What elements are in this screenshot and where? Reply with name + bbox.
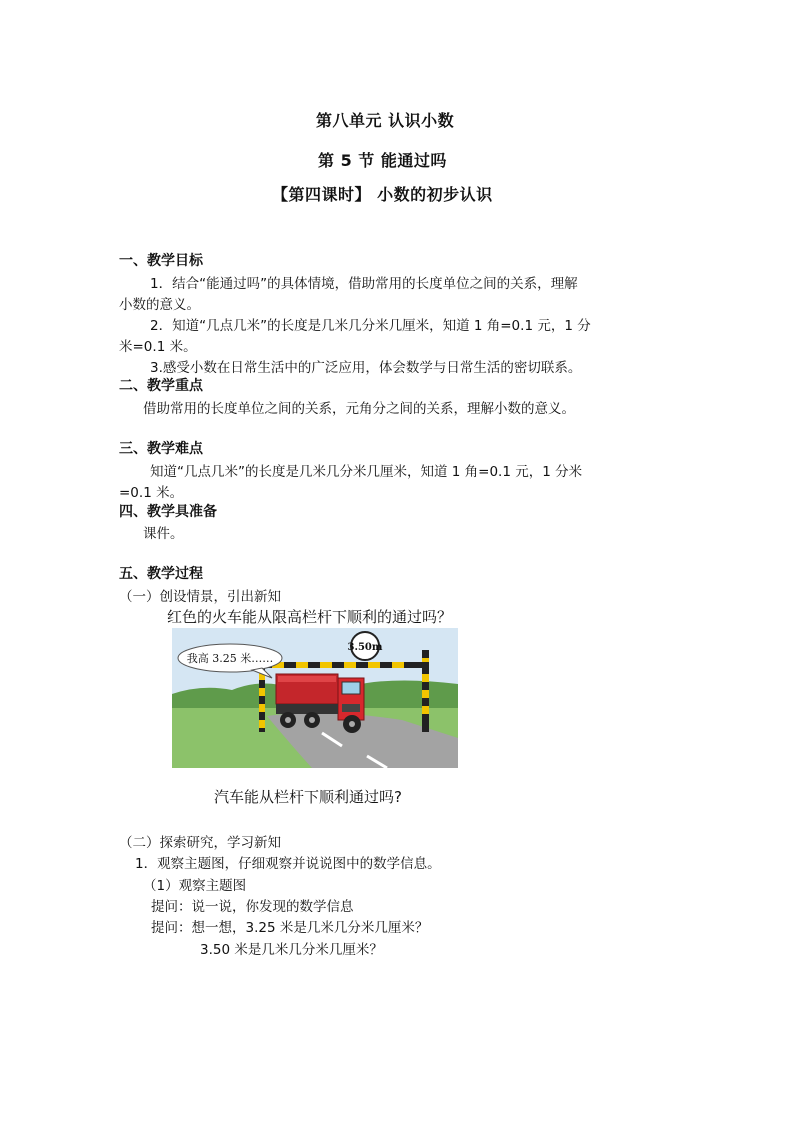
- heading-difficulties: 三、教学难点: [119, 441, 203, 457]
- objective-3: 3.感受小数在日常生活中的广泛应用，体会数学与日常生活的密切联系。: [150, 360, 582, 376]
- question-train: 红色的火车能从限高栏杆下顺利的通过吗？: [167, 608, 453, 626]
- speech-text: 我高 3.25 米……: [186, 652, 274, 665]
- truck-illustration: [172, 628, 458, 768]
- heading-materials: 四、教学具准备: [119, 504, 217, 520]
- illustration-caption: 汽车能从栏杆下顺利通过吗?: [214, 788, 402, 806]
- objective-2: 2．知道“几点几米”的长度是几米几分米几厘米，知道 1 角=0.1 元，1 分: [150, 318, 591, 334]
- subsection-1: （一）创设情景，引出新知: [119, 589, 281, 605]
- item-1: 1．观察主题图，仔细观察并说说图中的数学信息。: [135, 856, 441, 872]
- key-point-text: 借助常用的长度单位之间的关系，元角分之间的关系，理解小数的意义。: [143, 401, 575, 417]
- materials-text: 课件。: [143, 526, 184, 542]
- objective-1: 1．结合“能通过吗”的具体情境，借助常用的长度单位之间的关系，理解: [150, 276, 578, 292]
- difficulty-text-cont: =0.1 米。: [119, 485, 184, 501]
- heading-process: 五、教学过程: [119, 566, 203, 582]
- item-1a: （1）观察主题图: [143, 878, 247, 894]
- height-limit-text: 3.50m: [347, 642, 383, 653]
- unit-title: 第八单元 认识小数: [316, 111, 455, 130]
- subsection-2: （二）探索研究，学习新知: [119, 835, 281, 851]
- prompt-1: 提问：说一说，你发现的数学信息: [151, 899, 354, 915]
- objective-2-cont: 米=0.1 米。: [119, 339, 197, 355]
- difficulty-text: 知道“几点几米”的长度是几米几分米几厘米，知道 1 角=0.1 元，1 分米: [150, 464, 583, 480]
- heading-key-points: 二、教学重点: [119, 378, 203, 394]
- heading-objectives: 一、教学目标: [119, 253, 203, 269]
- prompt-2: 提问：想一想，3.25 米是几米几分米几厘米？: [151, 920, 429, 936]
- prompt-3: 3.50 米是几米几分米几厘米？: [200, 942, 383, 958]
- section-title: 第 5 节 能通过吗: [318, 151, 447, 170]
- objective-1-cont: 小数的意义。: [119, 297, 200, 313]
- lesson-title: 【第四课时】 小数的初步认识: [272, 185, 493, 204]
